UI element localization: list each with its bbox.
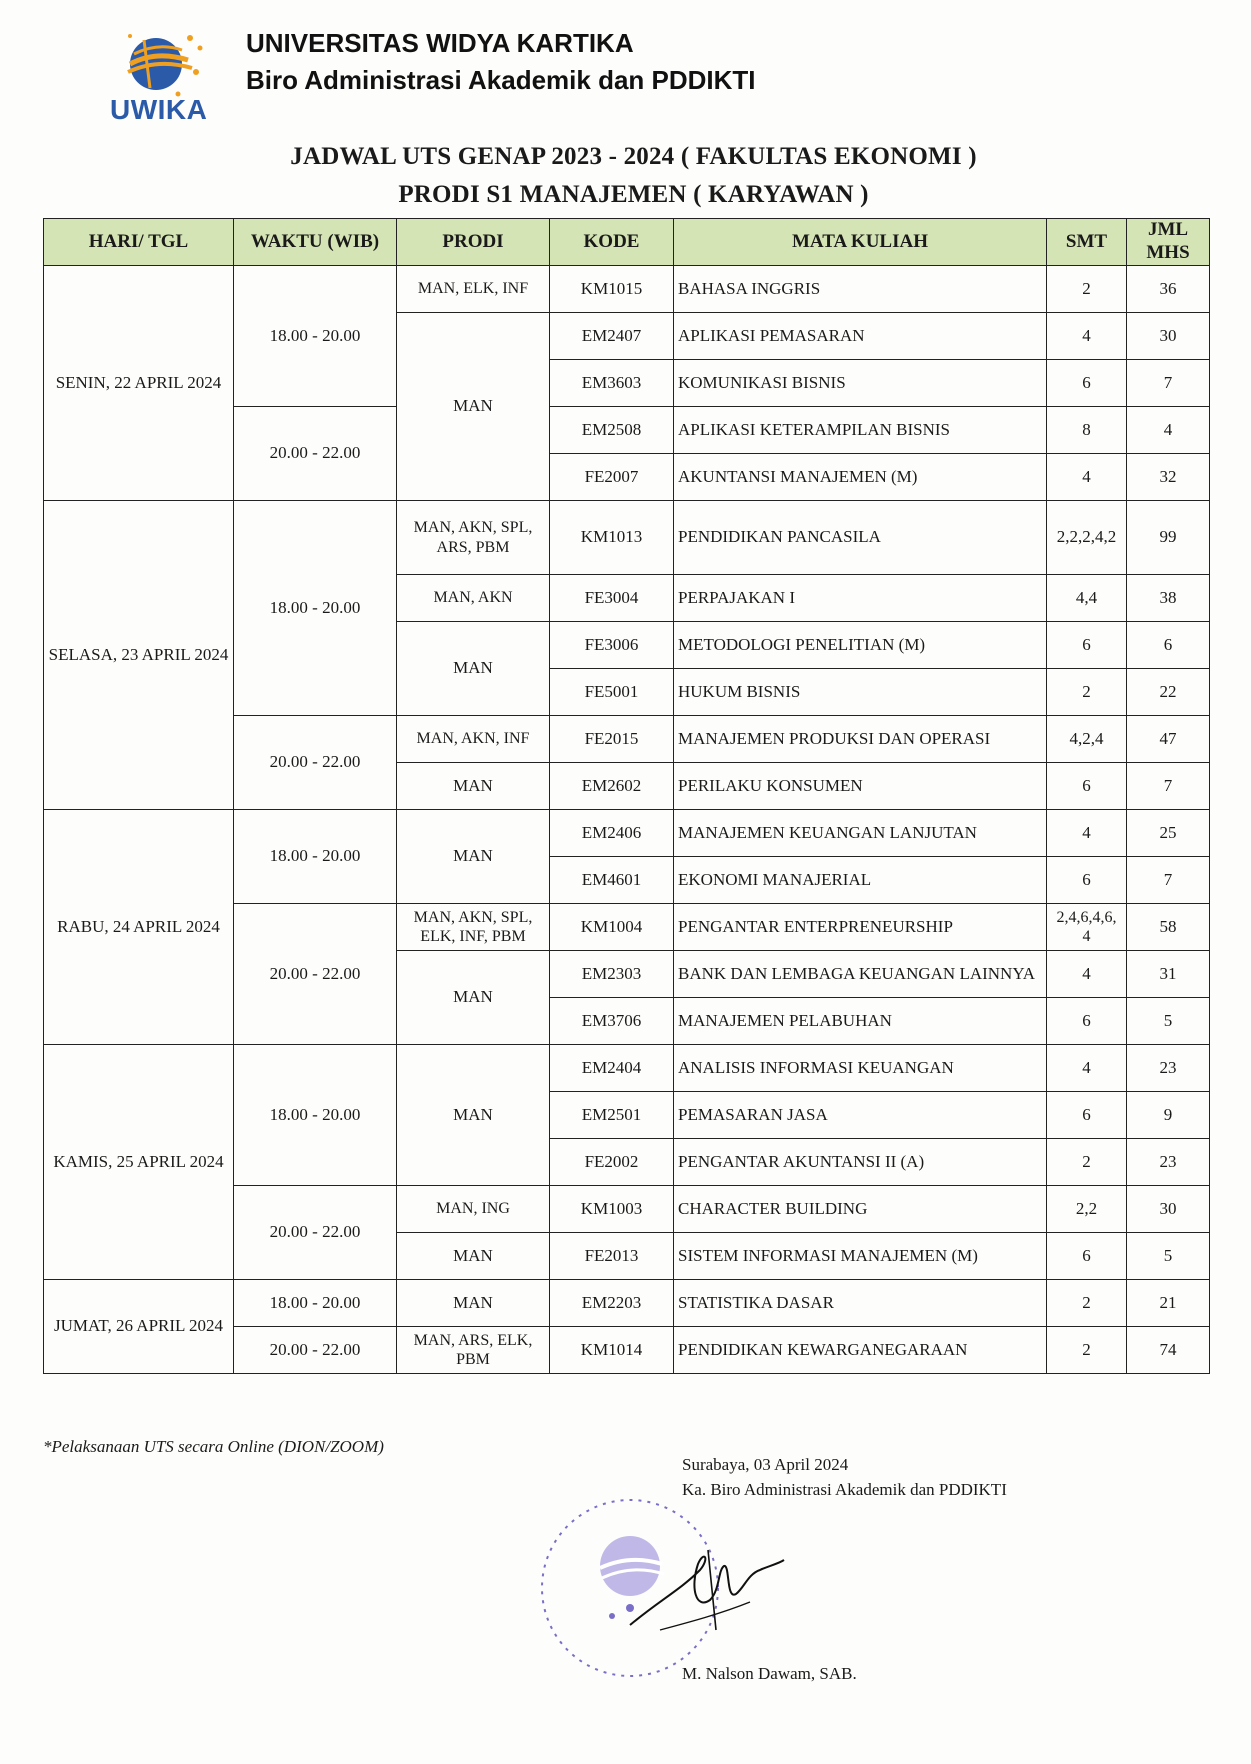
time-cell: 20.00 - 22.00 (234, 716, 397, 810)
smt-cell: 4 (1047, 454, 1127, 501)
mata-kuliah-cell: CHARACTER BUILDING (674, 1186, 1047, 1233)
jml-cell: 22 (1127, 669, 1210, 716)
kode-cell: EM3603 (550, 360, 674, 407)
day-cell: RABU, 24 APRIL 2024 (44, 810, 234, 1045)
column-header-jml-mhs: JML MHS (1127, 219, 1210, 266)
mata-kuliah-cell: BAHASA INGGRIS (674, 266, 1047, 313)
jml-cell: 6 (1127, 622, 1210, 669)
mata-kuliah-cell: MANAJEMEN PRODUKSI DAN OPERASI (674, 716, 1047, 763)
kode-cell: KM1013 (550, 501, 674, 575)
mata-kuliah-cell: HUKUM BISNIS (674, 669, 1047, 716)
jml-cell: 47 (1127, 716, 1210, 763)
jml-cell: 30 (1127, 1186, 1210, 1233)
kode-cell: KM1004 (550, 904, 674, 951)
jml-cell: 38 (1127, 575, 1210, 622)
mata-kuliah-cell: AKUNTANSI MANAJEMEN (M) (674, 454, 1047, 501)
smt-cell: 2 (1047, 1139, 1127, 1186)
signer-title: Ka. Biro Administrasi Akademik dan PDDIKTI (682, 1480, 1007, 1499)
mata-kuliah-cell: PEMASARAN JASA (674, 1092, 1047, 1139)
smt-cell: 4 (1047, 1045, 1127, 1092)
prodi-cell: MAN (397, 951, 550, 1045)
prodi-cell: MAN, AKN, SPL, ELK, INF, PBM (397, 904, 550, 951)
smt-cell: 6 (1047, 622, 1127, 669)
prodi-cell: MAN (397, 622, 550, 716)
time-cell: 18.00 - 20.00 (234, 266, 397, 407)
kode-cell: EM2602 (550, 763, 674, 810)
smt-cell: 4,2,4 (1047, 716, 1127, 763)
time-cell: 18.00 - 20.00 (234, 1280, 397, 1327)
jml-cell: 9 (1127, 1092, 1210, 1139)
kode-cell: FE3006 (550, 622, 674, 669)
university-name: UNIVERSITAS WIDYA KARTIKA (246, 28, 634, 58)
kode-cell: FE2002 (550, 1139, 674, 1186)
jml-cell: 32 (1127, 454, 1210, 501)
kode-cell: EM4601 (550, 857, 674, 904)
jml-cell: 4 (1127, 407, 1210, 454)
prodi-cell: MAN (397, 810, 550, 904)
jml-cell: 58 (1127, 904, 1210, 951)
kode-cell: EM2508 (550, 407, 674, 454)
jml-cell: 99 (1127, 501, 1210, 575)
kode-cell: EM2407 (550, 313, 674, 360)
kode-cell: KM1015 (550, 266, 674, 313)
prodi-cell: MAN (397, 1045, 550, 1186)
jml-cell: 23 (1127, 1045, 1210, 1092)
time-cell: 18.00 - 20.00 (234, 1045, 397, 1186)
document-subtitle: PRODI S1 MANAJEMEN ( KARYAWAN ) (398, 181, 869, 208)
prodi-cell: MAN, ARS, ELK, PBM (397, 1327, 550, 1374)
smt-cell: 6 (1047, 763, 1127, 810)
jml-cell: 36 (1127, 266, 1210, 313)
prodi-cell: MAN, AKN (397, 575, 550, 622)
kode-cell: KM1014 (550, 1327, 674, 1374)
smt-cell: 8 (1047, 407, 1127, 454)
prodi-cell: MAN, ELK, INF (397, 266, 550, 313)
table-row (44, 810, 1210, 857)
smt-cell: 4 (1047, 313, 1127, 360)
mata-kuliah-cell: STATISTIKA DASAR (674, 1280, 1047, 1327)
time-cell: 18.00 - 20.00 (234, 501, 397, 716)
jml-cell: 5 (1127, 1233, 1210, 1280)
letterhead (108, 20, 808, 130)
smt-cell: 2 (1047, 669, 1127, 716)
smt-cell: 6 (1047, 857, 1127, 904)
prodi-cell: MAN (397, 1280, 550, 1327)
jml-cell: 5 (1127, 998, 1210, 1045)
mata-kuliah-cell: APLIKASI KETERAMPILAN BISNIS (674, 407, 1047, 454)
place-date: Surabaya, 03 April 2024 (682, 1455, 849, 1474)
mata-kuliah-cell: KOMUNIKASI BISNIS (674, 360, 1047, 407)
smt-cell: 4 (1047, 810, 1127, 857)
prodi-cell: MAN, ING (397, 1186, 550, 1233)
jml-cell: 7 (1127, 360, 1210, 407)
kode-cell: EM2404 (550, 1045, 674, 1092)
mata-kuliah-cell: BANK DAN LEMBAGA KEUANGAN LAINNYA (674, 951, 1047, 998)
jml-cell: 7 (1127, 857, 1210, 904)
column-header-hari: HARI/ TGL (44, 219, 234, 266)
jml-cell: 30 (1127, 313, 1210, 360)
mata-kuliah-cell: SISTEM INFORMASI MANAJEMEN (M) (674, 1233, 1047, 1280)
mata-kuliah-cell: PENGANTAR AKUNTANSI II (A) (674, 1139, 1047, 1186)
jml-cell: 74 (1127, 1327, 1210, 1374)
kode-cell: FE2013 (550, 1233, 674, 1280)
jml-cell: 21 (1127, 1280, 1210, 1327)
smt-cell: 2,2,2,4,2 (1047, 501, 1127, 575)
bureau-name: Biro Administrasi Akademik dan PDDIKTI (246, 65, 756, 95)
jml-cell: 25 (1127, 810, 1210, 857)
smt-cell: 2 (1047, 1280, 1127, 1327)
prodi-cell: MAN (397, 313, 550, 501)
smt-cell: 2,2 (1047, 1186, 1127, 1233)
prodi-cell: MAN (397, 763, 550, 810)
jml-cell: 7 (1127, 763, 1210, 810)
column-header-waktu: WAKTU (WIB) (234, 219, 397, 266)
kode-cell: FE3004 (550, 575, 674, 622)
kode-cell: FE2015 (550, 716, 674, 763)
day-cell: SENIN, 22 APRIL 2024 (44, 266, 234, 501)
prodi-cell: MAN (397, 1233, 550, 1280)
mata-kuliah-cell: ANALISIS INFORMASI KEUANGAN (674, 1045, 1047, 1092)
time-cell: 20.00 - 22.00 (234, 407, 397, 501)
column-header-smt: SMT (1047, 219, 1127, 266)
signer-name: M. Nalson Dawam, SAB. (682, 1664, 857, 1683)
kode-cell: FE2007 (550, 454, 674, 501)
time-cell: 18.00 - 20.00 (234, 810, 397, 904)
mata-kuliah-cell: PERPAJAKAN I (674, 575, 1047, 622)
smt-cell: 4,4 (1047, 575, 1127, 622)
time-cell: 20.00 - 22.00 (234, 1327, 397, 1374)
online-exam-note: *Pelaksanaan UTS secara Online (DION/ZOOM) (43, 1437, 384, 1456)
smt-cell: 2,4,6,4,6, 4 (1047, 904, 1127, 951)
table-row (44, 1045, 1210, 1092)
prodi-cell: MAN, AKN, SPL, ARS, PBM (397, 501, 550, 575)
day-cell: KAMIS, 25 APRIL 2024 (44, 1045, 234, 1280)
table-header-row (44, 219, 1210, 266)
smt-cell: 2 (1047, 266, 1127, 313)
kode-cell: KM1003 (550, 1186, 674, 1233)
column-header-kode: KODE (550, 219, 674, 266)
kode-cell: FE5001 (550, 669, 674, 716)
time-cell: 20.00 - 22.00 (234, 1186, 397, 1280)
exam-schedule-table (43, 218, 1210, 1374)
smt-cell: 6 (1047, 1092, 1127, 1139)
smt-cell: 6 (1047, 998, 1127, 1045)
kode-cell: EM2501 (550, 1092, 674, 1139)
mata-kuliah-cell: PENDIDIKAN KEWARGANEGARAAN (674, 1327, 1047, 1374)
document-title: JADWAL UTS GENAP 2023 - 2024 ( FAKULTAS EKONOMI ) (290, 143, 977, 170)
smt-cell: 2 (1047, 1327, 1127, 1374)
prodi-cell: MAN, AKN, INF (397, 716, 550, 763)
mata-kuliah-cell: APLIKASI PEMASARAN (674, 313, 1047, 360)
table-row (44, 266, 1210, 313)
column-header-prodi: PRODI (397, 219, 550, 266)
logo-text: UWIKA (110, 94, 208, 125)
signature-icon (620, 1530, 790, 1640)
time-cell: 20.00 - 22.00 (234, 904, 397, 1045)
mata-kuliah-cell: MANAJEMEN PELABUHAN (674, 998, 1047, 1045)
day-cell: JUMAT, 26 APRIL 2024 (44, 1280, 234, 1374)
jml-cell: 23 (1127, 1139, 1210, 1186)
mata-kuliah-cell: METODOLOGI PENELITIAN (M) (674, 622, 1047, 669)
kode-cell: EM2303 (550, 951, 674, 998)
smt-cell: 6 (1047, 360, 1127, 407)
mata-kuliah-cell: PERILAKU KONSUMEN (674, 763, 1047, 810)
day-cell: SELASA, 23 APRIL 2024 (44, 501, 234, 810)
mata-kuliah-cell: PENGANTAR ENTERPRENEURSHIP (674, 904, 1047, 951)
jml-cell: 31 (1127, 951, 1210, 998)
kode-cell: EM3706 (550, 998, 674, 1045)
mata-kuliah-cell: PENDIDIKAN PANCASILA (674, 501, 1047, 575)
kode-cell: EM2406 (550, 810, 674, 857)
mata-kuliah-cell: EKONOMI MANAJERIAL (674, 857, 1047, 904)
table-row (44, 501, 1210, 575)
smt-cell: 6 (1047, 1233, 1127, 1280)
smt-cell: 4 (1047, 951, 1127, 998)
column-header-mata-kuliah: MATA KULIAH (674, 219, 1047, 266)
kode-cell: EM2203 (550, 1280, 674, 1327)
table-row (44, 1280, 1210, 1327)
mata-kuliah-cell: MANAJEMEN KEUANGAN LANJUTAN (674, 810, 1047, 857)
